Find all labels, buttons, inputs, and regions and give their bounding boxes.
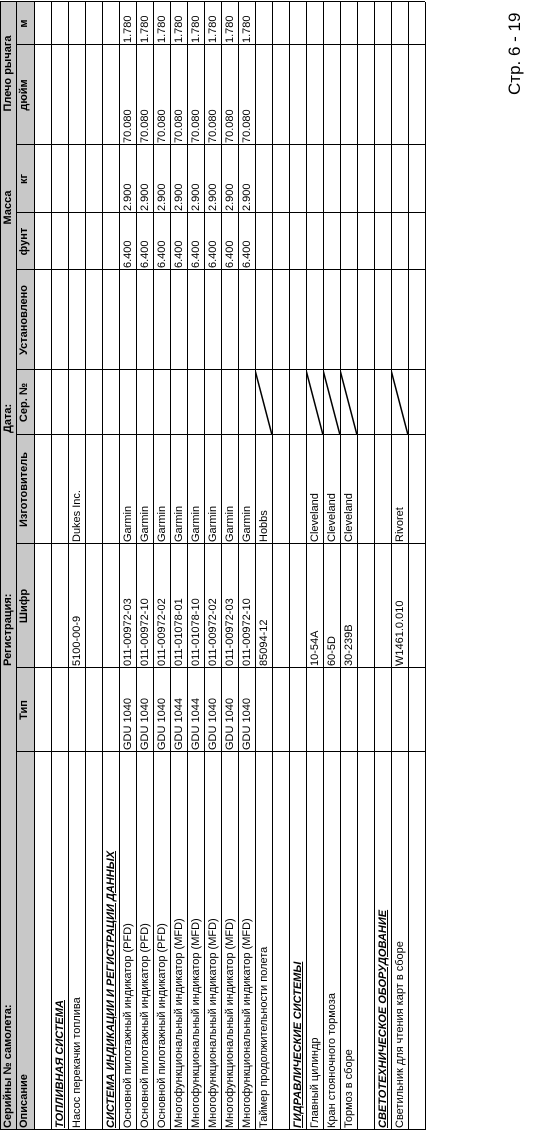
item-kg bbox=[306, 145, 323, 213]
item-lb bbox=[306, 213, 323, 270]
item-m bbox=[340, 2, 357, 45]
item-manufacturer: Garmin bbox=[139, 505, 151, 542]
item-lb bbox=[323, 213, 340, 270]
item-manufacturer: Garmin bbox=[241, 505, 253, 542]
item-code: 011-01078-01 bbox=[173, 598, 185, 666]
col-manufacturer: Изготовитель bbox=[18, 452, 30, 527]
item-manufacturer: Rivoret bbox=[394, 507, 406, 542]
item-type bbox=[391, 668, 408, 752]
item-code: 30-239B bbox=[343, 624, 355, 666]
item-description: Основной пилотажный индикатор (PFD) bbox=[139, 923, 151, 1128]
column-divider bbox=[16, 212, 425, 213]
item-m: 1.780 bbox=[224, 15, 236, 43]
item-kg: 2.900 bbox=[190, 183, 202, 211]
column-divider bbox=[16, 434, 425, 435]
item-code: 10-54A bbox=[309, 630, 321, 666]
item-kg bbox=[68, 145, 85, 213]
row-divider bbox=[408, 2, 409, 1130]
item-description: Насос перекачки топлива bbox=[71, 997, 83, 1128]
item-kg: 2.900 bbox=[224, 183, 236, 211]
item-in bbox=[255, 45, 272, 145]
registration-label: Регистрация: bbox=[2, 593, 14, 666]
item-type bbox=[255, 668, 272, 752]
item-code: 011-00972-03 bbox=[122, 598, 134, 666]
item-description: Многофункциональный индикатор (MFD) bbox=[224, 918, 236, 1128]
item-type: GDU 1040 bbox=[207, 698, 219, 750]
item-type bbox=[323, 668, 340, 752]
section-title: ГИДРАВЛИЧЕСКИЕ СИСТЕМЫ bbox=[292, 961, 304, 1128]
item-code: W1461.0.010 bbox=[394, 600, 406, 666]
item-code: 011-00972-10 bbox=[241, 598, 253, 666]
column-divider bbox=[16, 543, 425, 544]
item-code: 85094-12 bbox=[258, 619, 270, 666]
item-m: 1.780 bbox=[122, 15, 134, 43]
aircraft-serial-label: Серийны № самолета: bbox=[2, 1004, 14, 1128]
item-code: 011-01078-10 bbox=[190, 598, 202, 666]
item-code: 5100-00-9 bbox=[71, 615, 83, 666]
item-kg bbox=[323, 145, 340, 213]
col-description: Описание bbox=[18, 1074, 30, 1128]
item-manufacturer: Garmin bbox=[190, 505, 202, 542]
item-m: 1.780 bbox=[190, 15, 202, 43]
item-lb: 6.400 bbox=[241, 240, 253, 268]
item-description: Многофункциональный индикатор (MFD) bbox=[173, 918, 185, 1128]
item-type: GDU 1040 bbox=[122, 698, 134, 750]
item-type bbox=[340, 668, 357, 752]
item-in: 70.080 bbox=[122, 109, 134, 143]
item-kg: 2.900 bbox=[173, 183, 185, 211]
item-lb: 6.400 bbox=[156, 240, 168, 268]
col-in: дюйм bbox=[18, 79, 30, 111]
item-in: 70.080 bbox=[241, 109, 253, 143]
item-manufacturer: Garmin bbox=[122, 505, 134, 542]
item-manufacturer: Cleveland bbox=[343, 493, 355, 542]
row-divider bbox=[272, 2, 273, 1130]
col-installed: Установлено bbox=[18, 284, 30, 356]
item-description: Главный цилиндр bbox=[309, 1037, 321, 1128]
item-description: Многофункциональный индикатор (MFD) bbox=[190, 918, 202, 1128]
table-right-edge bbox=[0, 1, 425, 2]
column-divider bbox=[16, 269, 425, 270]
date-label: Дата: bbox=[2, 403, 14, 433]
item-in: 70.080 bbox=[173, 109, 185, 143]
item-description: Основной пилотажный индикатор (PFD) bbox=[122, 923, 134, 1128]
row-divider bbox=[85, 2, 86, 1130]
item-in bbox=[68, 45, 85, 145]
item-m bbox=[391, 2, 408, 45]
item-description: Многофункциональный индикатор (MFD) bbox=[207, 918, 219, 1128]
item-m bbox=[255, 2, 272, 45]
item-in bbox=[391, 45, 408, 145]
header-divider bbox=[16, 2, 17, 1130]
column-divider bbox=[16, 667, 425, 668]
row-divider bbox=[425, 2, 426, 1130]
col-type: Тип bbox=[18, 700, 30, 720]
item-kg bbox=[255, 145, 272, 213]
item-manufacturer: Garmin bbox=[156, 505, 168, 542]
item-manufacturer: Cleveland bbox=[309, 493, 321, 542]
item-manufacturer: Dukes Inc. bbox=[71, 490, 83, 542]
item-manufacturer: Garmin bbox=[207, 505, 219, 542]
item-m: 1.780 bbox=[139, 15, 151, 43]
item-type: GDU 1040 bbox=[241, 698, 253, 750]
item-in: 70.080 bbox=[156, 109, 168, 143]
item-kg: 2.900 bbox=[241, 183, 253, 211]
item-kg: 2.900 bbox=[207, 183, 219, 211]
mass-label: Масса bbox=[2, 190, 14, 225]
col-kg: кг bbox=[18, 173, 30, 185]
section-title: ТОПЛИВНАЯ СИСТЕМА bbox=[54, 1000, 66, 1128]
item-m: 1.780 bbox=[173, 15, 185, 43]
item-kg: 2.900 bbox=[139, 183, 151, 211]
item-lb: 6.400 bbox=[139, 240, 151, 268]
item-lb bbox=[340, 213, 357, 270]
item-description: Таймер продолжительности полета bbox=[258, 946, 270, 1128]
not-applicable-slash bbox=[340, 370, 357, 435]
item-m: 1.780 bbox=[207, 15, 219, 43]
page-number: Стр. 6 - 19 bbox=[505, 12, 524, 95]
header-bottom bbox=[34, 2, 35, 1130]
item-lb bbox=[255, 213, 272, 270]
item-type bbox=[68, 668, 85, 752]
item-kg bbox=[391, 145, 408, 213]
item-code: 011-00972-02 bbox=[156, 598, 168, 666]
not-applicable-slash bbox=[255, 370, 272, 435]
col-serial: Сер. № bbox=[18, 382, 30, 423]
item-kg: 2.900 bbox=[156, 183, 168, 211]
arm-label: Плечо рычага bbox=[2, 35, 14, 112]
item-code: 011-00972-03 bbox=[224, 598, 236, 666]
item-description: Тормоз в сборе bbox=[343, 1049, 355, 1128]
item-in: 70.080 bbox=[207, 109, 219, 143]
item-manufacturer: Garmin bbox=[173, 505, 185, 542]
item-m: 1.780 bbox=[241, 15, 253, 43]
item-type: GDU 1040 bbox=[139, 698, 151, 750]
item-m bbox=[68, 2, 85, 45]
column-divider bbox=[16, 44, 425, 45]
item-in bbox=[306, 45, 323, 145]
item-description: Основной пилотажный индикатор (PFD) bbox=[156, 923, 168, 1128]
item-manufacturer: Cleveland bbox=[326, 493, 338, 542]
item-lb bbox=[391, 213, 408, 270]
col-code: Шифр bbox=[18, 588, 30, 624]
table-top-edge bbox=[0, 2, 1, 1130]
item-kg bbox=[340, 145, 357, 213]
not-applicable-slash bbox=[306, 370, 323, 435]
column-divider bbox=[16, 369, 425, 370]
item-in bbox=[323, 45, 340, 145]
item-lb: 6.400 bbox=[207, 240, 219, 268]
item-manufacturer: Garmin bbox=[224, 505, 236, 542]
item-type: GDU 1040 bbox=[156, 698, 168, 750]
item-lb: 6.400 bbox=[173, 240, 185, 268]
item-in: 70.080 bbox=[190, 109, 202, 143]
item-m: 1.780 bbox=[156, 15, 168, 43]
item-in bbox=[340, 45, 357, 145]
item-lb: 6.400 bbox=[190, 240, 202, 268]
item-lb bbox=[68, 213, 85, 270]
item-in: 70.080 bbox=[224, 109, 236, 143]
item-manufacturer: Hobbs bbox=[258, 510, 270, 542]
item-description: Многофункциональный индикатор (MFD) bbox=[241, 918, 253, 1128]
column-divider bbox=[16, 144, 425, 145]
item-type: GDU 1044 bbox=[173, 698, 185, 750]
col-lb: фунт bbox=[18, 227, 30, 256]
item-lb: 6.400 bbox=[122, 240, 134, 268]
item-code: 011-00972-10 bbox=[139, 598, 151, 666]
section-title: СИСТЕМА ИНДИКАЦИИ И РЕГИСТРАЦИИ ДАННЫХ bbox=[105, 850, 117, 1128]
col-m: м bbox=[18, 19, 30, 28]
section-title: СВЕТОТЕХНИЧЕСКОЕ ОБОРУДОВАНИЕ bbox=[377, 909, 389, 1128]
item-in: 70.080 bbox=[139, 109, 151, 143]
item-kg: 2.900 bbox=[122, 183, 134, 211]
item-code: 011-00972-02 bbox=[207, 598, 219, 666]
item-type bbox=[306, 668, 323, 752]
not-applicable-slash bbox=[391, 370, 408, 435]
row-divider bbox=[357, 2, 358, 1130]
item-m bbox=[306, 2, 323, 45]
item-m bbox=[323, 2, 340, 45]
item-lb: 6.400 bbox=[224, 240, 236, 268]
item-description: Кран стояночного тормоза bbox=[326, 993, 338, 1128]
not-applicable-slash bbox=[323, 370, 340, 435]
item-type: GDU 1044 bbox=[190, 698, 202, 750]
item-code: 60-5D bbox=[326, 636, 338, 666]
column-divider bbox=[16, 751, 425, 752]
item-description: Светильник для чтения карт в сборе bbox=[394, 941, 406, 1128]
item-type: GDU 1040 bbox=[224, 698, 236, 750]
